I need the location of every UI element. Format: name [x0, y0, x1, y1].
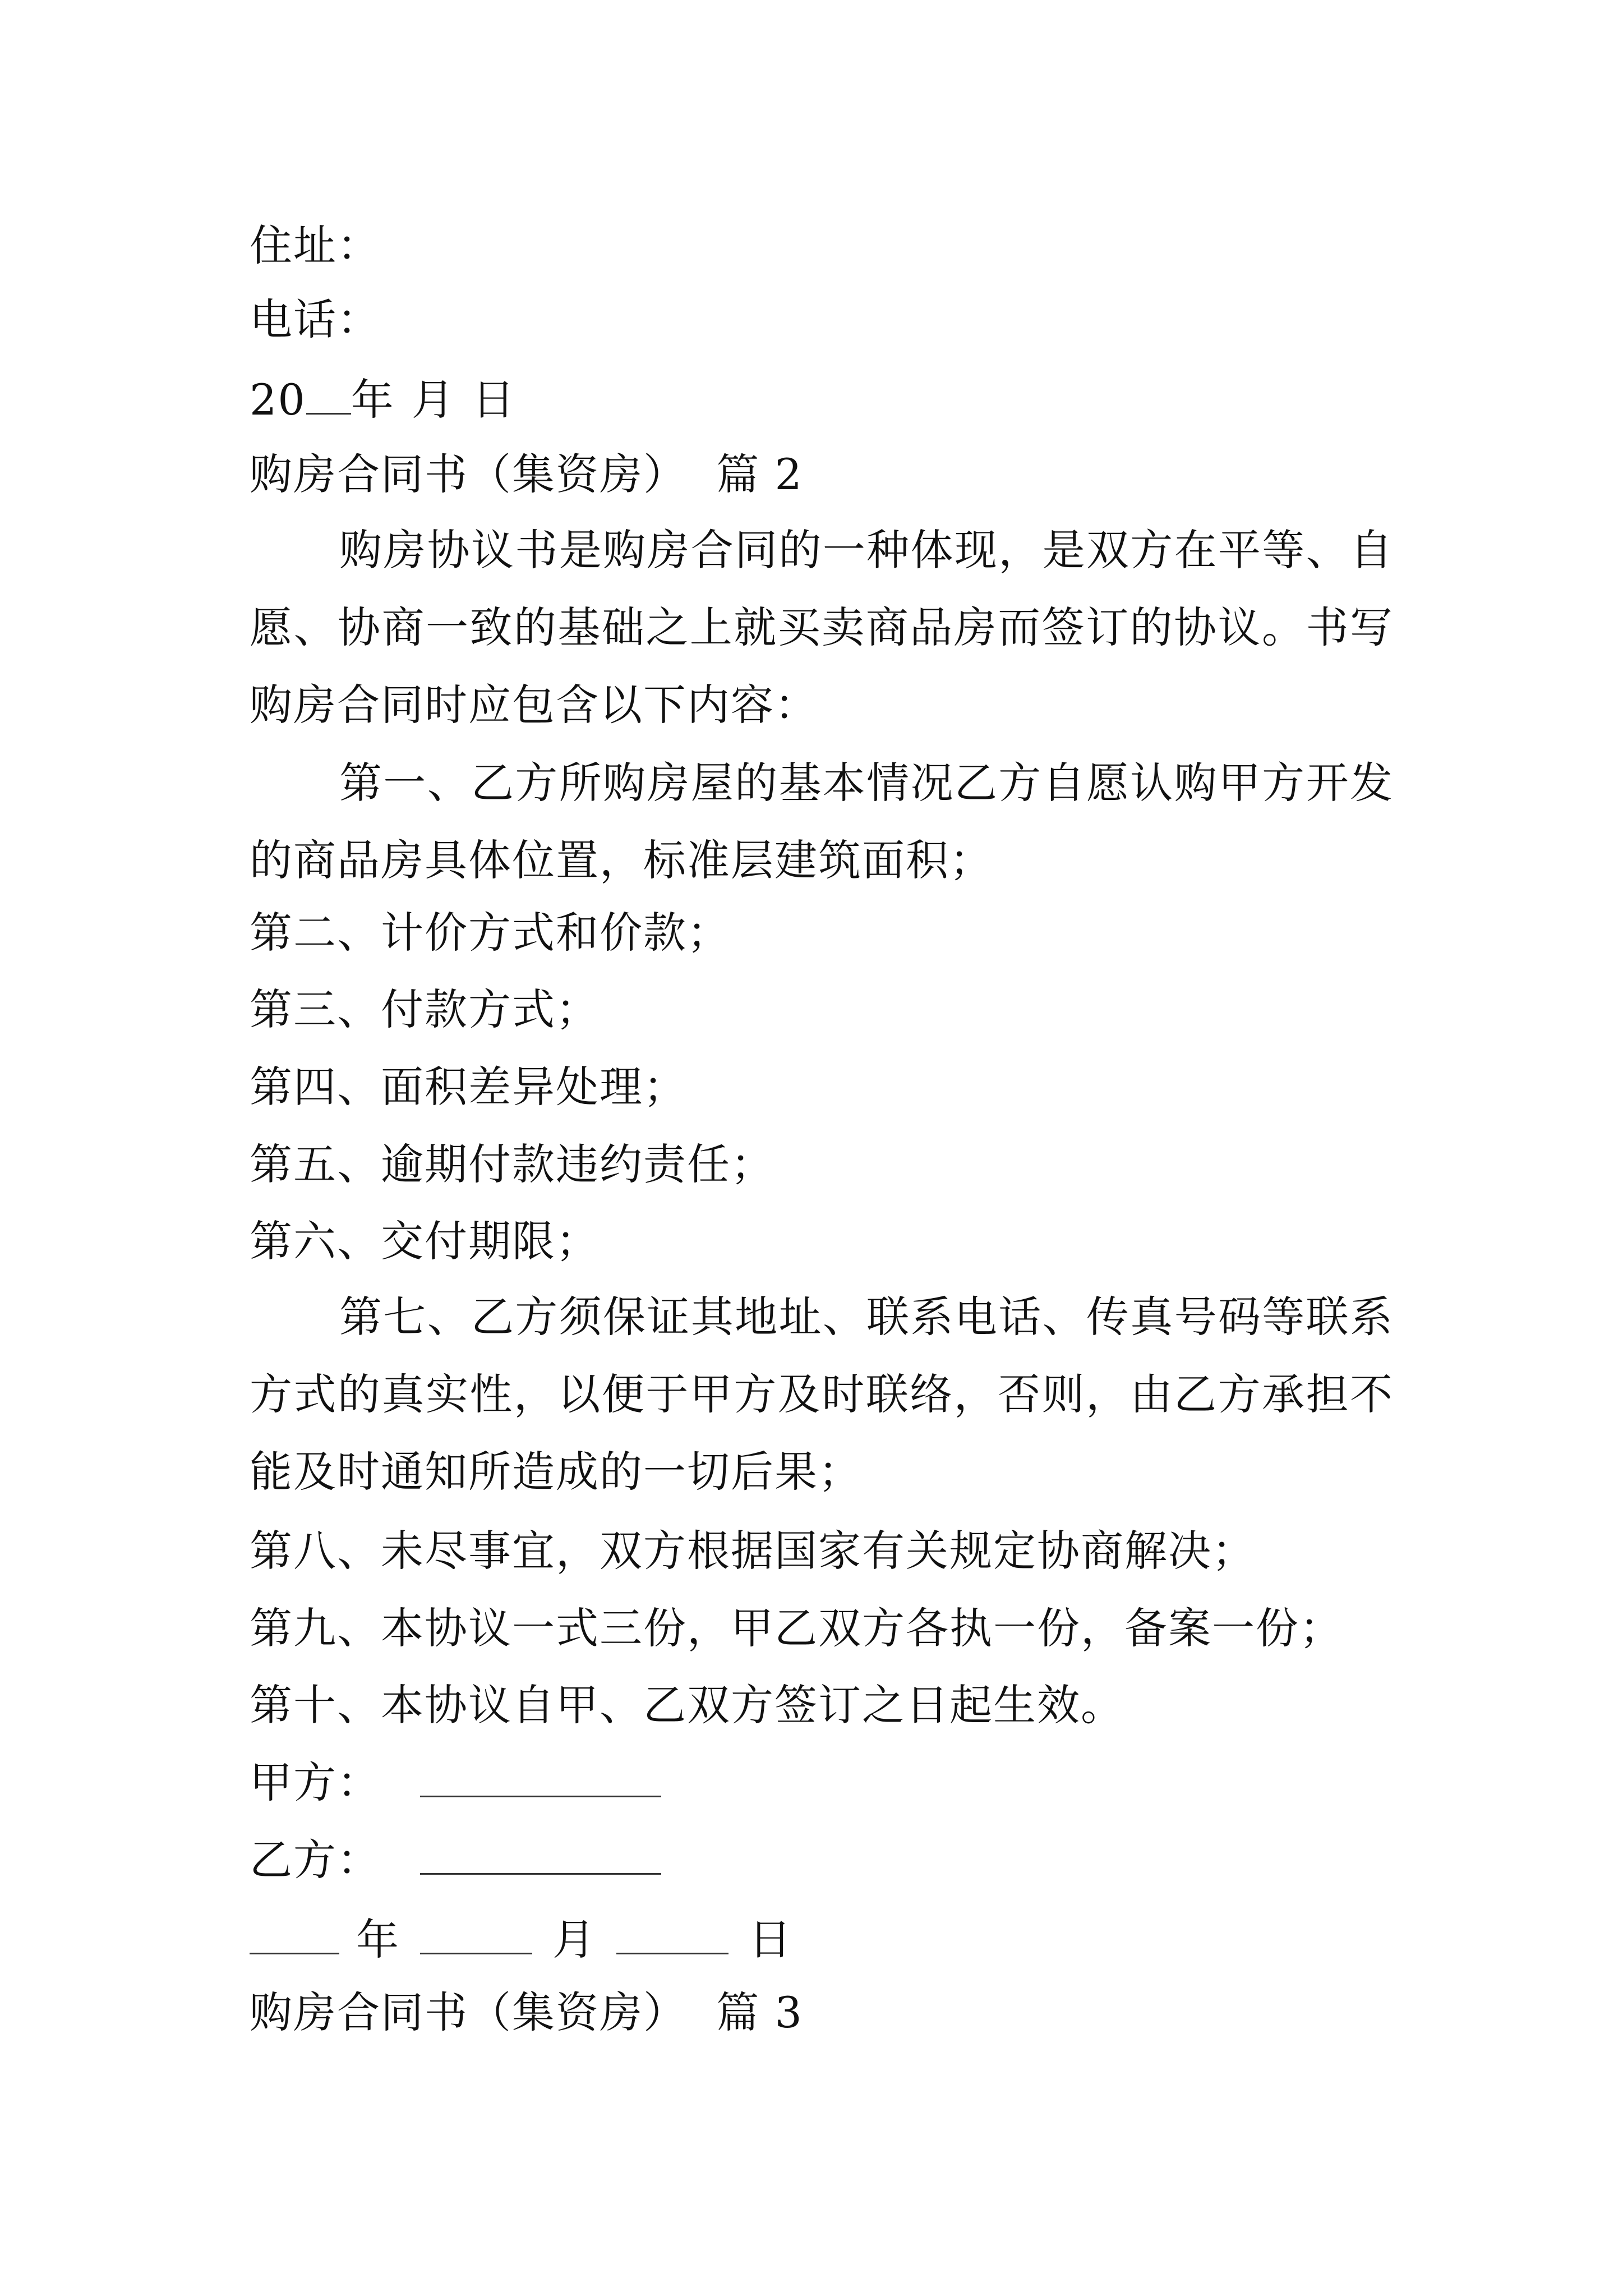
clause-4: 第四、面积差异处理；: [250, 1062, 687, 1112]
clause-10: 第十、本协议自甲、乙双方签订之日起生效。: [250, 1680, 1124, 1730]
party-a-line: [250, 1757, 661, 1807]
clause-6: 第六、交付期限；: [250, 1216, 600, 1266]
party-a-signature-blank: [420, 1763, 661, 1797]
year-blank: [250, 1916, 339, 1954]
year-blank: [306, 376, 351, 415]
clause-5: 第五、逾期付款违约责任；: [250, 1139, 774, 1189]
year-label: 年: [356, 1915, 400, 1964]
clause-2: 第二、计价方式和价款；: [250, 908, 731, 958]
address-label: 住址：: [250, 220, 381, 270]
clause-3: 第三、付款方式；: [250, 984, 600, 1034]
year-label: 年: [351, 375, 395, 425]
month-label: 月: [552, 1915, 596, 1964]
date-line: [250, 375, 516, 425]
clause-7: 第七、乙方须保证其地址、联系电话、传真号码等联系方式的真实性，以便于甲方及时联络，否则，由乙方承担不能及时通知所造成的一切后果；: [250, 1292, 1394, 1497]
clause-9: 第九、本协议一式三份，甲乙双方各执一份，备案一份；: [250, 1603, 1343, 1653]
section-heading-2: 购房合同书（集资房） 篇 2: [250, 449, 803, 499]
party-b-label: 乙方：: [250, 1835, 381, 1885]
day-label: 日: [749, 1915, 792, 1964]
clause-8: 第八、未尽事宜，双方根据国家有关规定协商解决；: [250, 1526, 1256, 1576]
clause-1: 第一、乙方所购房屋的基本情况乙方自愿认购甲方开发的商品房具体位置，标准层建筑面积；: [250, 758, 1394, 885]
party-b-line: [250, 1835, 661, 1885]
party-a-label: 甲方：: [250, 1757, 381, 1807]
intro-paragraph: 购房协议书是购房合同的一种体现，是双方在平等、自愿、协商一致的基础之上就买卖商品房而签订的协议。书写购房合同时应包含以下内容：: [250, 525, 1394, 730]
date-prefix: 20: [250, 375, 306, 425]
day-label: 日: [472, 375, 516, 425]
month-blank: [420, 1916, 532, 1954]
party-b-signature-blank: [420, 1841, 661, 1875]
day-blank: [616, 1916, 728, 1954]
month-label: 月: [411, 375, 455, 425]
signing-date-line: [250, 1915, 792, 1964]
phone-label: 电话：: [250, 295, 381, 344]
section-heading-3: 购房合同书（集资房） 篇 3: [250, 1987, 803, 2037]
